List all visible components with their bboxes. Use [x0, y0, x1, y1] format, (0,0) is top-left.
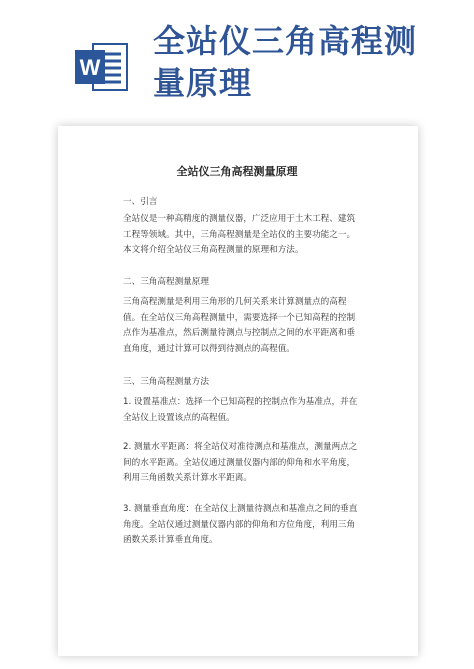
header: [0, 0, 474, 120]
page-title: 全站仪三角高程测量原理: [176, 165, 298, 178]
paragraph-step-2: 2. 测量水平距离：将全站仪对准待测点和基准点，测量两点之间的水平距离。全站仪通过测量仪器内部的仰角和水平角度，利用三角函数关系计算水平距离。: [123, 442, 358, 483]
logo-letter: W: [79, 55, 101, 80]
word-icon: [73, 38, 131, 96]
document-banner-title: 全站仪三角高程测量原理: [153, 22, 418, 102]
section-heading-3: 三、三角高程测量方法: [123, 377, 209, 387]
section-heading-1: 一、引言: [123, 197, 158, 207]
section-heading-2: 二、三角高程测量原理: [123, 277, 209, 287]
paragraph-intro: 全站仪是一种高精度的测量仪器，广泛应用于土木工程、建筑工程等领域。其中，三角高程测量是全站仪的主要功能之一。本文将介绍全站仪三角高程测量的原理和方法。: [123, 214, 356, 255]
paragraph-step-1: 1. 设置基准点：选择一个已知高程的控制点作为基准点，并在全站仪上设置该点的高程值。: [123, 397, 358, 423]
paragraph-principle: 三角高程测量是利用三角形的几何关系来计算测量点的高程值。在全站仪三角高程测量中，需要选择一个已知高程的控制点作为基准点，然后测量待测点与控制点之间的水平距离和垂直角度，通过计算可以得到待测点的高程值。: [123, 297, 356, 354]
paragraph-step-3: 3. 测量垂直角度：在全站仪上测量待测点和基准点之间的垂直角度。全站仪通过测量仪器内部的仰角和方位角度，利用三角函数关系计算垂直角度。: [123, 504, 358, 545]
